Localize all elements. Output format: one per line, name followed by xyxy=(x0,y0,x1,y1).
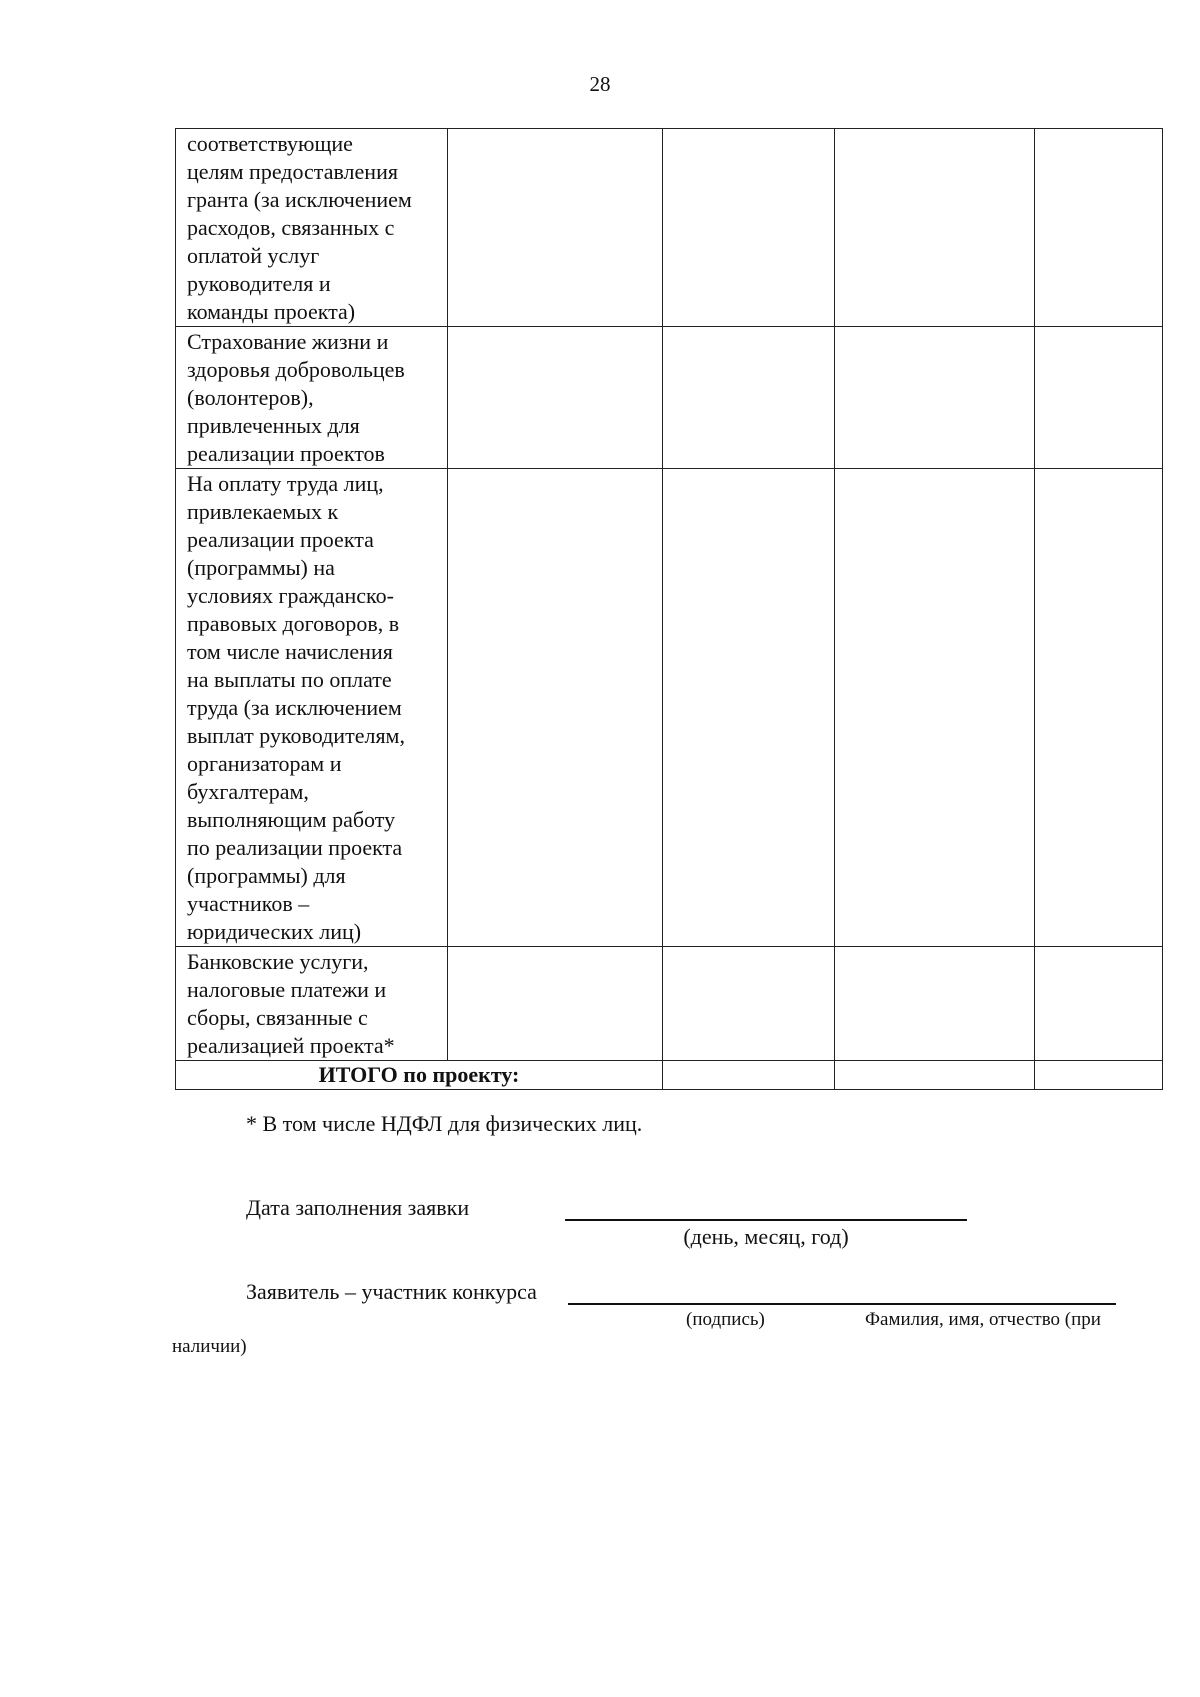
row-label: Страхование жизни и здоровья добровольцев (волонтеров), привлеченных для реализации проектов xyxy=(176,327,448,469)
table-cell xyxy=(448,947,663,1061)
row-label: На оплату труда лиц, привлекаемых к реализации проекта (программы) на условиях гражданско- правовых договоров, в том числе начисления на выплаты по оплате труда (за исключением выплат руководителям, организаторам и бухгалтерам, выполняющим работу по реализации проекта (программы) для участников – юридических лиц) xyxy=(176,469,448,947)
row-label: Банковские услуги, налоговые платежи и сборы, связанные с реализацией проекта* xyxy=(176,947,448,1061)
date-label: Дата заполнения заявки xyxy=(246,1195,470,1220)
total-row xyxy=(176,1061,1163,1090)
table-cell xyxy=(835,947,1035,1061)
date-fill-line[interactable] xyxy=(565,1219,967,1221)
table-cell xyxy=(448,129,663,327)
table-cell xyxy=(1035,1061,1163,1090)
table-row xyxy=(176,947,1163,1061)
footnote: * В том числе НДФЛ для физических лиц. xyxy=(246,1111,643,1136)
table-cell xyxy=(1035,947,1163,1061)
table-cell xyxy=(663,327,835,469)
table-cell xyxy=(1035,129,1163,327)
table-cell xyxy=(448,469,663,947)
table-row xyxy=(176,129,1163,327)
budget-table xyxy=(175,128,1163,1090)
name-caption-continued: наличии) xyxy=(172,1336,247,1357)
table-row xyxy=(176,327,1163,469)
table-cell xyxy=(448,327,663,469)
table-cell xyxy=(835,469,1035,947)
table-cell xyxy=(1035,469,1163,947)
table-cell xyxy=(835,129,1035,327)
page-number: 28 xyxy=(589,72,611,96)
signature-caption: (подпись) xyxy=(686,1309,765,1330)
table-cell xyxy=(663,1061,835,1090)
table-cell xyxy=(835,1061,1035,1090)
table-cell xyxy=(835,327,1035,469)
date-caption: (день, месяц, год) xyxy=(683,1224,849,1249)
table-cell xyxy=(1035,327,1163,469)
applicant-fill-line[interactable] xyxy=(568,1303,1116,1305)
table-row xyxy=(176,469,1163,947)
name-caption: Фамилия, имя, отчество (при xyxy=(865,1309,1101,1330)
row-label: соответствующие целям предоставления гранта (за исключением расходов, связанных с оплатой услуг руководителя и команды проекта) xyxy=(176,129,448,327)
total-label: ИТОГО по проекту: xyxy=(176,1061,663,1090)
table-cell xyxy=(663,469,835,947)
table-cell xyxy=(663,129,835,327)
table-cell xyxy=(663,947,835,1061)
applicant-label: Заявитель – участник конкурса xyxy=(246,1279,537,1304)
